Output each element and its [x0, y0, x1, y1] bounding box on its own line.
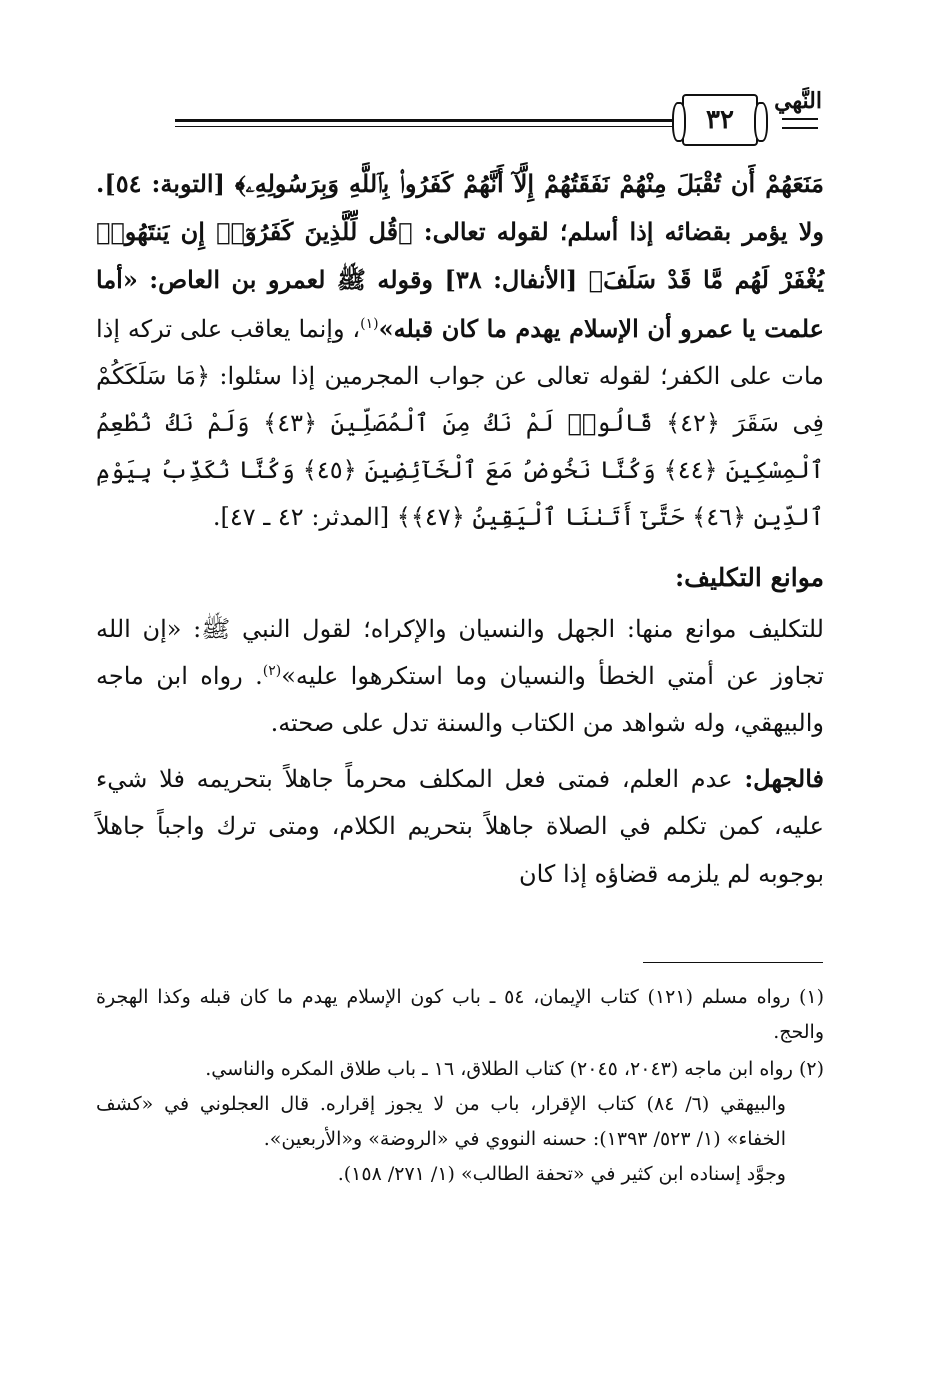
header-dash-top	[782, 118, 818, 120]
paragraph-2-text: للتكليف موانع منها: الجهل والنسيان والإكراه؛ لقول النبي ﷺ: «إن الله تجاوز عن أمتي الخطأ والنسيان وما استكرهوا عليه»	[96, 614, 824, 690]
footnotes	[96, 980, 824, 1192]
footnote-1: (١) رواه مسلم (١٢١) كتاب الإيمان، ٥٤ ـ باب كون الإسلام يهدم ما كان قبله وكذا الهجرة والحج.	[96, 986, 824, 1043]
page-number-ornament	[682, 94, 758, 146]
header-rule-thick	[175, 119, 727, 122]
paragraph-3	[96, 755, 824, 898]
footnote-2-final: وجوَّد إسناده ابن كثير في «تحفة الطالب» (١/ ٢٧١/ ١٥٨).	[337, 1163, 786, 1185]
paragraph-2	[96, 606, 824, 748]
running-title: النَّهي	[774, 88, 822, 114]
paragraph-1	[96, 160, 824, 542]
main-text	[96, 160, 824, 898]
paragraph-2-tail: . رواه ابن ماجه والبيهقي، وله شواهد من الكتاب والسنة تدل على صحته.	[96, 661, 824, 738]
section-heading: موانع التكليف:	[674, 562, 824, 592]
header-dash-bottom	[782, 127, 818, 129]
footnote-2: (٢) رواه ابن ماجه (٢٠٤٣، ٢٠٤٥) كتاب الطلاق، ١٦ ـ باب طلاق المكره والناسي.	[205, 1058, 824, 1080]
footnote-2-continued: والبيهقي (٦/ ٨٤) كتاب الإقرار، باب من لا يجوز إقراره. قال العجلوني في «كشف الخفاء» (١/ ٥٢٣/ ١٣٩٣): حسنه النووي في «الروضة» و«الأربعين».	[96, 1093, 786, 1150]
footnote-ref-2: (٢)	[262, 662, 282, 679]
header-rule-thin	[175, 126, 727, 127]
paragraph-3-text: عدم العلم، فمتى فعل المكلف محرماً جاهلاً بتحريمه فلا شيء عليه، كمن تكلم في الصلاة جاهلاً بتحريم الكلام، ومتى ترك واجباً جاهلاً بوجوبه لم يلزمه قضاؤه إذا كان	[96, 765, 824, 888]
footnote-ref-1: (١)	[360, 315, 379, 332]
paragraph-1-tail: ، وإنما يعاقب على تركه إذا مات على الكفر؛ لقوله تعالى عن جواب المجرمين إذا سئلوا: ﴿مَا سَلَكَكُمْ فِى سَقَرَ ﴿٤٢﴾ قَالُوا۟ لَمْ نَكُ مِنَ ٱلْمُصَلِّينَ ﴿٤٣﴾ وَلَمْ نَكُ نُطْعِمُ ٱلْمِسْكِينَ ﴿٤٤﴾ وَكُنَّا نَخُوضُ مَعَ ٱلْخَآئِضِينَ ﴿٤٥﴾ وَكُنَّا نُكَذِّبُ بِيَوْمِ ٱلدِّينِ ﴿٤٦﴾ حَتَّىٰٓ أَتَىٰنَا ٱلْيَقِينُ ﴿٤٧﴾﴾ [المدثر: ٤٢ ـ ٤٧].	[96, 314, 825, 532]
paragraph-3-lead: فالجهل:	[744, 764, 824, 794]
footnote-separator	[643, 962, 823, 963]
page-number: ٣٢	[706, 105, 734, 135]
paragraph-1-text: مَنَعَهُمْ أَن تُقْبَلَ مِنْهُمْ نَفَقَتُهُمْ إِلَّآ أَنَّهُمْ كَفَرُوا۟ بِٱللَّهِ وَبِرَسُولِهِۦ﴾ [التوبة: ٥٤]. ولا يؤمر بقضائه إذا أسلم؛ لقوله تعالى: ﴿قُل لِّلَّذِينَ كَفَرُوٓا۟ إِن يَنتَهُوا۟ يُغْفَرْ لَهُم مَّا قَدْ سَلَفَ﴾ [الأنفال: ٣٨] وقوله ﷺ لعمرو بن العاص: «أما علمت يا عمرو أن الإسلام يهدم ما كان قبله»	[96, 169, 825, 343]
page-header	[92, 74, 822, 152]
